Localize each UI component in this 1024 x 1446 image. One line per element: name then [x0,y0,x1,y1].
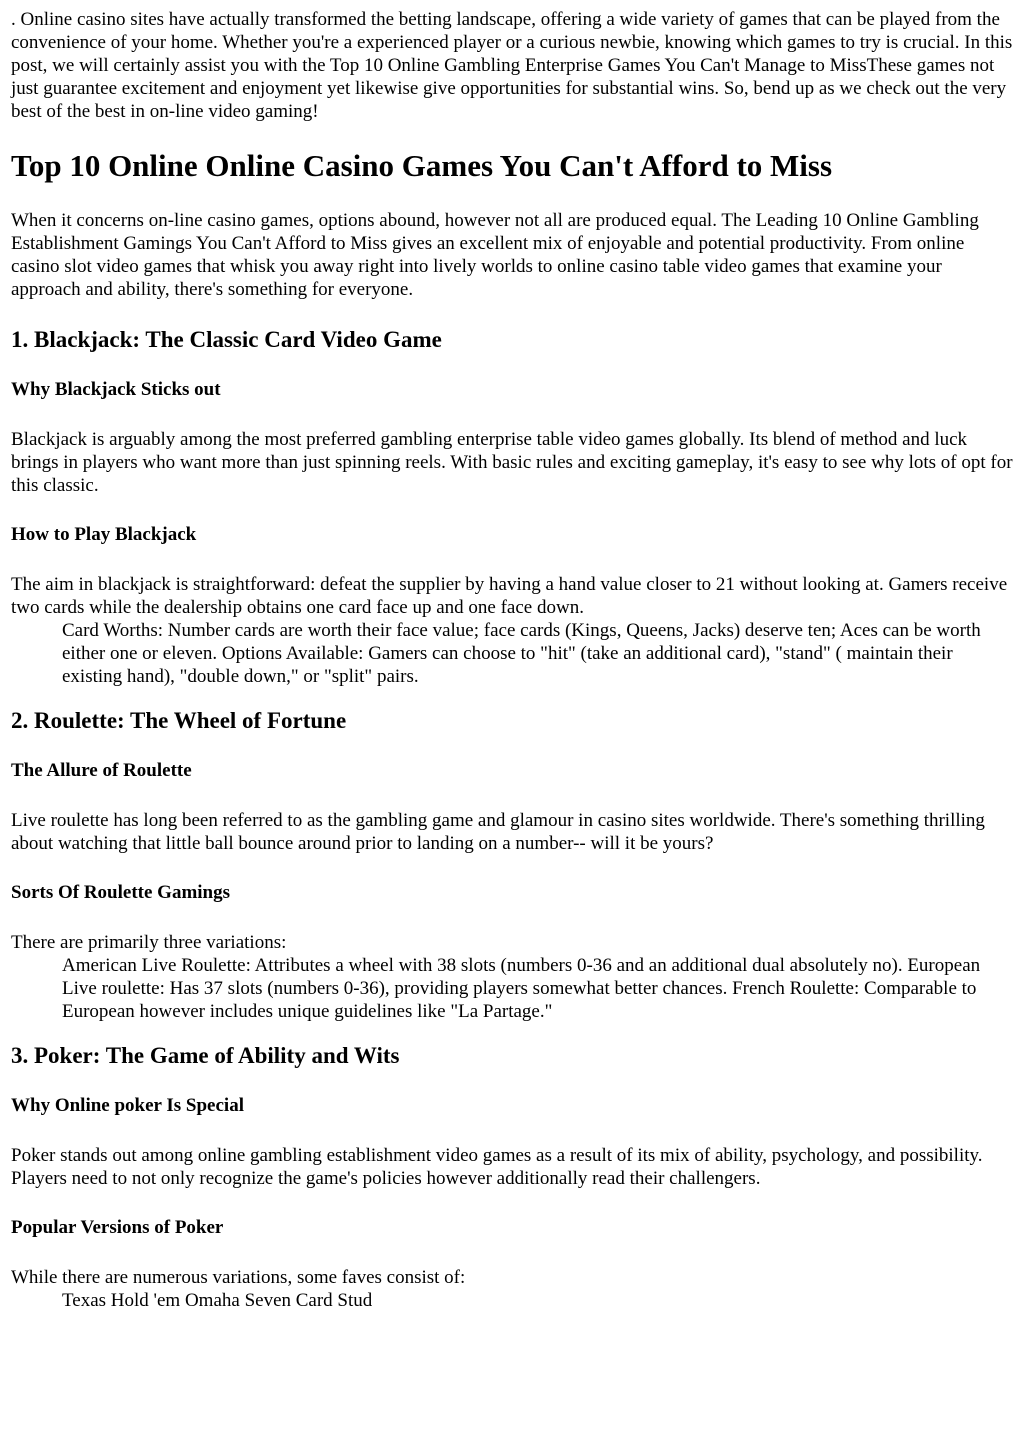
list-item: European Live roulette: Has 37 slots (numbers 0-36), providing players somewhat better chances. [62,955,981,999]
intro-paragraph: . Online casino sites have actually transformed the betting landscape, offering a wide variety of games that can be played from the convenience of your home. Whether you're a experienced player or a curious newbie, knowing which games to try is crucial. In this post, we will certainly assist you with the Top 10 Online Gambling Enterprise Games You Can't Manage to MissThese games not just guarantee excitement and enjoyment yet likewise give opportunities for substantial wins. So, bend up as we check out the very best of the best in on-line video gaming! [11,9,1013,122]
subheading-allure-roulette: The Allure of Roulette [11,760,192,781]
subheading-why-blackjack: Why Blackjack Sticks out [11,379,221,400]
paragraph-roulette-types: There are primarily three variations: [11,932,287,953]
subheading-why-poker: Why Online poker Is Special [11,1095,244,1116]
list-item: Seven Card Stud [244,1290,373,1311]
page-title: Top 10 Online Online Casino Games You Can't Afford to Miss [11,148,833,183]
list-blackjack-rules [11,619,1013,688]
list-roulette-variations [11,954,1013,1023]
title-paragraph: When it concerns on-line casino games, options abound, however not all are produced equal. The Leading 10 Online Gambling Establishment Gamings You Can't Afford to Miss gives an excellent mix of enjoyable and potential productivity. From online casino slot video games that whisk you away right into lively worlds to online casino table video games that examine your approach and ability, there's something for everyone. [11,210,979,300]
list-item: Omaha [184,1290,245,1311]
list-poker-variations [11,1289,1013,1312]
section-heading-roulette: 2. Roulette: The Wheel of Fortune [11,708,347,733]
list-item: Options Available: Gamers can choose to "hit" (take an additional card), "stand" ( maintain their existing hand), "double down," or "split" pairs. [62,643,953,687]
paragraph-why-blackjack: Blackjack is arguably among the most preferred gambling enterprise table video games globally. Its blend of method and luck brings in players who want more than just spinning reels. With basic rules and exciting gameplay, it's easy to see why lots of opt for this classic. [11,429,1013,496]
list-item: Card Worths: Number cards are worth their face value; face cards (Kings, Queens, Jacks) deserve ten; Aces can be worth either one or eleven. [62,620,981,664]
subheading-roulette-types: Sorts Of Roulette Gamings [11,882,231,903]
list-item: American Live Roulette: Attributes a wheel with 38 slots (numbers 0-36 and an additional dual absolutely no). [62,955,908,976]
paragraph-why-poker: Poker stands out among online gambling establishment video games as a result of its mix of ability, psychology, and possibility. Players need to not only recognize the game's policies however additionally read their challengers. [11,1145,983,1189]
section-heading-poker: 3. Poker: The Game of Ability and Wits [11,1043,400,1068]
list-item: Texas Hold 'em [62,1290,185,1311]
paragraph-how-to-play: The aim in blackjack is straightforward: defeat the supplier by having a hand value closer to 21 without looking at. Gamers receive two cards while the dealership obtains one card face up and one face down. [11,574,1008,618]
list-item: French Roulette: Comparable to European however includes unique guidelines like "La Partage." [62,978,977,1022]
subheading-how-to-play: How to Play Blackjack [11,524,197,545]
section-heading-blackjack: 1. Blackjack: The Classic Card Video Game [11,327,442,352]
paragraph-poker-versions: While there are numerous variations, some faves consist of: [11,1267,466,1288]
paragraph-allure-roulette: Live roulette has long been referred to as the gambling game and glamour in casino sites worldwide. There's something thrilling about watching that little ball bounce around prior to landing on a number-- will it be yours? [11,810,985,854]
subheading-poker-versions: Popular Versions of Poker [11,1217,224,1238]
